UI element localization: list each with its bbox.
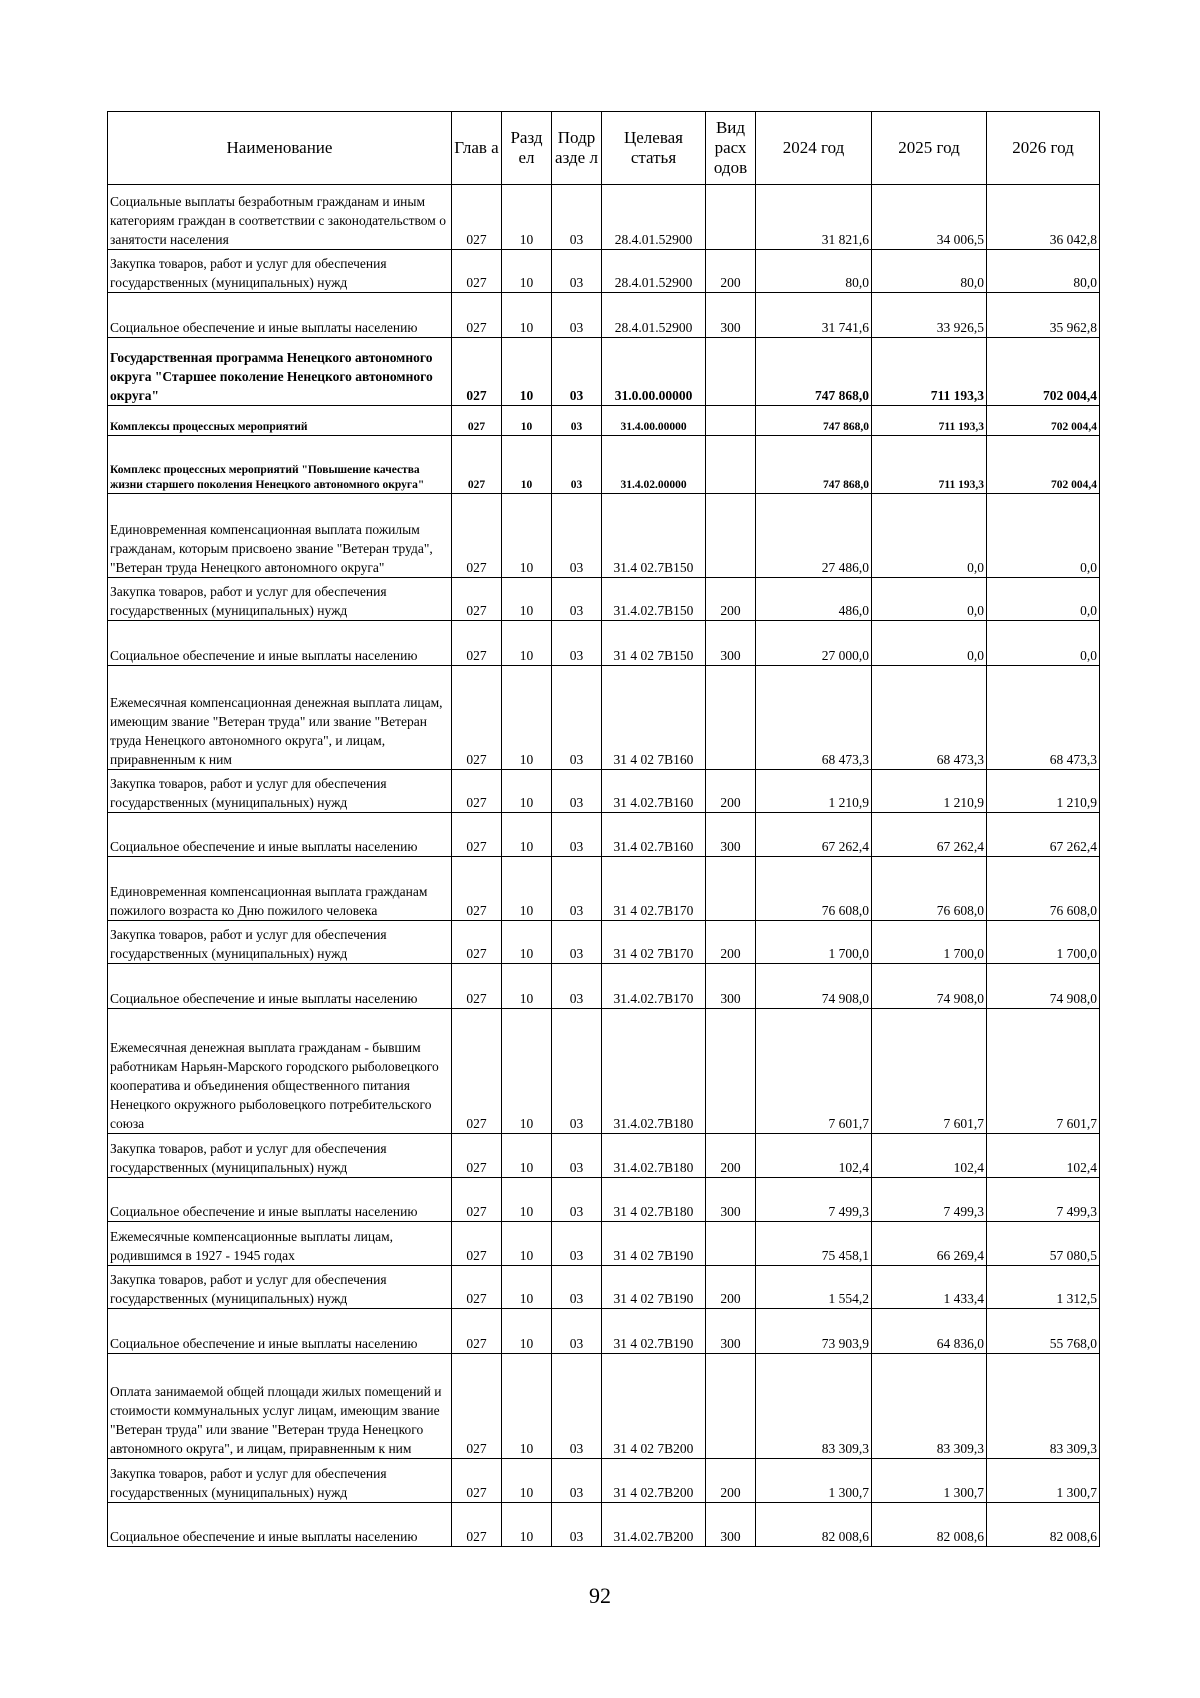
- row-name: Закупка товаров, работ и услуг для обеспечения государственных (муниципальных) нужд: [108, 770, 452, 813]
- row-2024: 1 300,7: [756, 1459, 872, 1503]
- row-2024: 747 868,0: [756, 406, 872, 436]
- row-2026: 1 300,7: [987, 1459, 1100, 1503]
- row-glava: 027: [452, 921, 502, 964]
- row-name: Закупка товаров, работ и услуг для обеспечения государственных (муниципальных) нужд: [108, 1459, 452, 1503]
- row-vid: [706, 1354, 756, 1459]
- row-name: Ежемесячная компенсационная денежная выплата лицам, имеющим звание "Ветеран труда" или звание "Ветеран труда Ненецкого автономного округа", и лицам, приравненным к ним: [108, 666, 452, 770]
- row-target: 28.4.01.52900: [602, 250, 706, 293]
- row-2026: 0,0: [987, 578, 1100, 621]
- row-2024: 75 458,1: [756, 1222, 872, 1266]
- row-podrazdel: 03: [552, 1178, 602, 1222]
- page-number: 92: [589, 1583, 611, 1608]
- row-2025: 0,0: [872, 578, 987, 621]
- row-vid: 300: [706, 293, 756, 338]
- row-target: 31 4 02.7В200: [602, 1459, 706, 1503]
- row-2024: 1 554,2: [756, 1266, 872, 1309]
- row-razdel: 10: [502, 578, 552, 621]
- row-target: 31 4 02.7В190: [602, 1309, 706, 1354]
- row-2024: 102,4: [756, 1134, 872, 1178]
- header-glava: Глав а: [452, 112, 502, 185]
- row-podrazdel: 03: [552, 1309, 602, 1354]
- row-name: Государственная программа Ненецкого автономного округа "Старшее поколение Ненецкого автономного округа": [108, 338, 452, 406]
- row-glava: 027: [452, 964, 502, 1009]
- header-razdel: Разд ел: [502, 112, 552, 185]
- table-row-subprogram: [108, 436, 1100, 494]
- row-target: 31 4 02 7В150: [602, 621, 706, 666]
- table-row: [108, 621, 1100, 666]
- row-glava: 027: [452, 1459, 502, 1503]
- row-vid: [706, 1009, 756, 1134]
- row-2024: 747 868,0: [756, 338, 872, 406]
- row-target: 31.4.02.7В180: [602, 1134, 706, 1178]
- header-vid: Вид расх одов: [706, 112, 756, 185]
- row-target: 31.0.00.00000: [602, 338, 706, 406]
- row-2024: 68 473,3: [756, 666, 872, 770]
- row-name: Оплата занимаемой общей площади жилых помещений и стоимости коммунальных услуг лицам, имеющим звание "Ветеран труда" или звание "Ветеран труда Ненецкого автономного округа", и лицам, приравненным к ним: [108, 1354, 452, 1459]
- row-vid: [706, 406, 756, 436]
- row-2025: 711 193,3: [872, 338, 987, 406]
- row-razdel: 10: [502, 293, 552, 338]
- row-vid: [706, 1222, 756, 1266]
- row-glava: 027: [452, 185, 502, 250]
- row-razdel: 10: [502, 964, 552, 1009]
- row-razdel: 10: [502, 1178, 552, 1222]
- row-razdel: 10: [502, 436, 552, 494]
- row-2025: 83 309,3: [872, 1354, 987, 1459]
- row-razdel: 10: [502, 1309, 552, 1354]
- row-2025: 1 210,9: [872, 770, 987, 813]
- row-2026: 68 473,3: [987, 666, 1100, 770]
- header-name: Наименование: [108, 112, 452, 185]
- row-target: 31 4.02.7В160: [602, 770, 706, 813]
- row-target: 31.4.02.7В180: [602, 1009, 706, 1134]
- row-target: 28.4.01.52900: [602, 293, 706, 338]
- row-glava: 027: [452, 621, 502, 666]
- row-2025: 1 300,7: [872, 1459, 987, 1503]
- row-podrazdel: 03: [552, 1222, 602, 1266]
- row-2026: 36 042,8: [987, 185, 1100, 250]
- row-glava: 027: [452, 406, 502, 436]
- row-2026: 82 008,6: [987, 1503, 1100, 1547]
- row-2024: 67 262,4: [756, 813, 872, 857]
- row-podrazdel: 03: [552, 250, 602, 293]
- row-vid: [706, 436, 756, 494]
- row-razdel: 10: [502, 621, 552, 666]
- row-razdel: 10: [502, 406, 552, 436]
- table-row: [108, 494, 1100, 578]
- row-target: 31.4.00.00000: [602, 406, 706, 436]
- row-target: 31.4 02.7В150: [602, 494, 706, 578]
- row-vid: 200: [706, 770, 756, 813]
- row-2024: 76 608,0: [756, 857, 872, 921]
- row-2025: 34 006,5: [872, 185, 987, 250]
- row-glava: 027: [452, 1309, 502, 1354]
- row-podrazdel: 03: [552, 813, 602, 857]
- row-name: Социальное обеспечение и иные выплаты населению: [108, 1178, 452, 1222]
- row-name: Ежемесячные компенсационные выплаты лицам, родившимся в 1927 - 1945 годах: [108, 1222, 452, 1266]
- row-glava: 027: [452, 1266, 502, 1309]
- row-glava: 027: [452, 666, 502, 770]
- table-row: [108, 1309, 1100, 1354]
- row-glava: 027: [452, 813, 502, 857]
- row-2026: 76 608,0: [987, 857, 1100, 921]
- row-target: 31.4.02.7В170: [602, 964, 706, 1009]
- row-2024: 747 868,0: [756, 436, 872, 494]
- row-2026: 102,4: [987, 1134, 1100, 1178]
- row-vid: 200: [706, 578, 756, 621]
- table-row: [108, 1222, 1100, 1266]
- row-razdel: 10: [502, 1503, 552, 1547]
- table-row-subprogram: [108, 406, 1100, 436]
- row-glava: 027: [452, 1354, 502, 1459]
- row-name: Социальное обеспечение и иные выплаты населению: [108, 621, 452, 666]
- row-target: 31 4 02 7В200: [602, 1354, 706, 1459]
- row-podrazdel: 03: [552, 770, 602, 813]
- row-target: 31.4.02.00000: [602, 436, 706, 494]
- header-2025: 2025 год: [872, 112, 987, 185]
- row-glava: 027: [452, 857, 502, 921]
- row-razdel: 10: [502, 1134, 552, 1178]
- row-2026: 7 499,3: [987, 1178, 1100, 1222]
- table-row: [108, 857, 1100, 921]
- row-vid: 200: [706, 921, 756, 964]
- row-podrazdel: 03: [552, 1009, 602, 1134]
- row-2025: 74 908,0: [872, 964, 987, 1009]
- row-podrazdel: 03: [552, 1266, 602, 1309]
- row-razdel: 10: [502, 1222, 552, 1266]
- row-vid: [706, 857, 756, 921]
- row-2025: 67 262,4: [872, 813, 987, 857]
- row-2024: 73 903,9: [756, 1309, 872, 1354]
- row-2026: 702 004,4: [987, 338, 1100, 406]
- row-2026: 83 309,3: [987, 1354, 1100, 1459]
- row-podrazdel: 03: [552, 406, 602, 436]
- row-vid: 200: [706, 250, 756, 293]
- row-2025: 0,0: [872, 621, 987, 666]
- table-row: [108, 185, 1100, 250]
- row-2025: 102,4: [872, 1134, 987, 1178]
- table-row: [108, 1266, 1100, 1309]
- row-podrazdel: 03: [552, 1354, 602, 1459]
- table-row: [108, 1354, 1100, 1459]
- row-target: 31.4.02.7В150: [602, 578, 706, 621]
- row-target: 28.4.01.52900: [602, 185, 706, 250]
- row-target: 31 4 02.7В180: [602, 1178, 706, 1222]
- row-vid: [706, 338, 756, 406]
- row-name: Социальное обеспечение и иные выплаты населению: [108, 813, 452, 857]
- row-glava: 027: [452, 1009, 502, 1134]
- row-podrazdel: 03: [552, 1134, 602, 1178]
- row-vid: 300: [706, 1309, 756, 1354]
- row-glava: 027: [452, 1503, 502, 1547]
- row-glava: 027: [452, 578, 502, 621]
- row-2025: 711 193,3: [872, 436, 987, 494]
- row-glava: 027: [452, 250, 502, 293]
- row-vid: 300: [706, 1178, 756, 1222]
- row-razdel: 10: [502, 857, 552, 921]
- row-2026: 0,0: [987, 621, 1100, 666]
- row-2024: 80,0: [756, 250, 872, 293]
- row-razdel: 10: [502, 338, 552, 406]
- row-name: Социальное обеспечение и иные выплаты населению: [108, 293, 452, 338]
- row-2024: 27 000,0: [756, 621, 872, 666]
- row-2026: 74 908,0: [987, 964, 1100, 1009]
- row-2026: 1 312,5: [987, 1266, 1100, 1309]
- row-target: 31 4 02 7В190: [602, 1222, 706, 1266]
- row-2024: 7 499,3: [756, 1178, 872, 1222]
- row-name: Единовременная компенсационная выплата гражданам пожилого возраста ко Дню пожилого человека: [108, 857, 452, 921]
- row-glava: 027: [452, 770, 502, 813]
- row-2024: 82 008,6: [756, 1503, 872, 1547]
- row-2024: 74 908,0: [756, 964, 872, 1009]
- budget-table: [107, 111, 1100, 1547]
- row-name: Единовременная компенсационная выплата пожилым гражданам, которым присвоено звание "Ветеран труда", "Ветеран труда Ненецкого автономного округа": [108, 494, 452, 578]
- row-podrazdel: 03: [552, 1459, 602, 1503]
- row-razdel: 10: [502, 921, 552, 964]
- row-target: 31 4 02 7В190: [602, 1266, 706, 1309]
- row-vid: [706, 185, 756, 250]
- row-razdel: 10: [502, 813, 552, 857]
- table-header-row: [108, 112, 1100, 185]
- row-razdel: 10: [502, 494, 552, 578]
- row-2025: 0,0: [872, 494, 987, 578]
- row-podrazdel: 03: [552, 666, 602, 770]
- table-row: [108, 293, 1100, 338]
- row-vid: 300: [706, 1503, 756, 1547]
- row-target: 31 4 02 7В170: [602, 921, 706, 964]
- row-vid: 300: [706, 964, 756, 1009]
- row-podrazdel: 03: [552, 185, 602, 250]
- row-name: Комплекс процессных мероприятий "Повышение качества жизни старшего поколения Ненецкого автономного округа": [108, 436, 452, 494]
- row-glava: 027: [452, 1222, 502, 1266]
- row-2025: 82 008,6: [872, 1503, 987, 1547]
- row-2024: 27 486,0: [756, 494, 872, 578]
- row-podrazdel: 03: [552, 857, 602, 921]
- row-2025: 7 499,3: [872, 1178, 987, 1222]
- row-name: Закупка товаров, работ и услуг для обеспечения государственных (муниципальных) нужд: [108, 250, 452, 293]
- row-name: Закупка товаров, работ и услуг для обеспечения государственных (муниципальных) нужд: [108, 921, 452, 964]
- table-row-program: [108, 338, 1100, 406]
- row-name: Социальное обеспечение и иные выплаты населению: [108, 964, 452, 1009]
- row-2024: 1 700,0: [756, 921, 872, 964]
- row-2026: 0,0: [987, 494, 1100, 578]
- row-2026: 702 004,4: [987, 436, 1100, 494]
- row-glava: 027: [452, 1134, 502, 1178]
- table-row: [108, 1503, 1100, 1547]
- row-2026: 57 080,5: [987, 1222, 1100, 1266]
- table-body: [108, 185, 1100, 1547]
- row-glava: 027: [452, 494, 502, 578]
- row-razdel: 10: [502, 185, 552, 250]
- row-2025: 711 193,3: [872, 406, 987, 436]
- row-2026: 80,0: [987, 250, 1100, 293]
- table-row: [108, 1178, 1100, 1222]
- row-vid: 200: [706, 1459, 756, 1503]
- table-row: [108, 921, 1100, 964]
- row-podrazdel: 03: [552, 494, 602, 578]
- row-razdel: 10: [502, 1459, 552, 1503]
- header-podrazdel: Подр азде л: [552, 112, 602, 185]
- row-name: Закупка товаров, работ и услуг для обеспечения государственных (муниципальных) нужд: [108, 1134, 452, 1178]
- row-2025: 66 269,4: [872, 1222, 987, 1266]
- row-2026: 7 601,7: [987, 1009, 1100, 1134]
- row-2024: 1 210,9: [756, 770, 872, 813]
- row-2026: 702 004,4: [987, 406, 1100, 436]
- table-row: [108, 1459, 1100, 1503]
- row-vid: 200: [706, 1134, 756, 1178]
- row-target: 31 4 02.7В170: [602, 857, 706, 921]
- row-glava: 027: [452, 338, 502, 406]
- table-row: [108, 1134, 1100, 1178]
- row-podrazdel: 03: [552, 964, 602, 1009]
- row-2025: 33 926,5: [872, 293, 987, 338]
- row-podrazdel: 03: [552, 436, 602, 494]
- row-2024: 31 741,6: [756, 293, 872, 338]
- header-2024: 2024 год: [756, 112, 872, 185]
- row-razdel: 10: [502, 1009, 552, 1134]
- row-name: Социальное обеспечение и иные выплаты населению: [108, 1309, 452, 1354]
- row-vid: [706, 494, 756, 578]
- row-vid: 200: [706, 1266, 756, 1309]
- row-podrazdel: 03: [552, 921, 602, 964]
- row-2026: 1 700,0: [987, 921, 1100, 964]
- row-2025: 68 473,3: [872, 666, 987, 770]
- row-razdel: 10: [502, 666, 552, 770]
- table-row: [108, 250, 1100, 293]
- row-name: Социальное обеспечение и иные выплаты населению: [108, 1503, 452, 1547]
- row-2025: 7 601,7: [872, 1009, 987, 1134]
- row-2025: 80,0: [872, 250, 987, 293]
- row-2025: 1 433,4: [872, 1266, 987, 1309]
- row-vid: [706, 666, 756, 770]
- row-2026: 35 962,8: [987, 293, 1100, 338]
- row-2026: 67 262,4: [987, 813, 1100, 857]
- row-target: 31.4.02.7В200: [602, 1503, 706, 1547]
- row-2024: 486,0: [756, 578, 872, 621]
- row-name: Закупка товаров, работ и услуг для обеспечения государственных (муниципальных) нужд: [108, 578, 452, 621]
- table-row: [108, 964, 1100, 1009]
- row-target: 31 4 02 7В160: [602, 666, 706, 770]
- row-glava: 027: [452, 1178, 502, 1222]
- row-glava: 027: [452, 293, 502, 338]
- row-target: 31.4 02.7В160: [602, 813, 706, 857]
- row-2024: 7 601,7: [756, 1009, 872, 1134]
- table-row: [108, 578, 1100, 621]
- row-glava: 027: [452, 436, 502, 494]
- row-name: Ежемесячная денежная выплата гражданам - бывшим работникам Нарьян-Марского городского рыболовецкого кооператива и объединения общественного питания Ненецкого окружного рыболовецкого потребительского союза: [108, 1009, 452, 1134]
- row-2026: 55 768,0: [987, 1309, 1100, 1354]
- row-name: Комплексы процессных мероприятий: [108, 406, 452, 436]
- table-row: [108, 813, 1100, 857]
- row-2025: 64 836,0: [872, 1309, 987, 1354]
- row-2024: 31 821,6: [756, 185, 872, 250]
- row-2025: 76 608,0: [872, 857, 987, 921]
- header-2026: 2026 год: [987, 112, 1100, 185]
- row-razdel: 10: [502, 1266, 552, 1309]
- row-name: Закупка товаров, работ и услуг для обеспечения государственных (муниципальных) нужд: [108, 1266, 452, 1309]
- row-2025: 1 700,0: [872, 921, 987, 964]
- row-podrazdel: 03: [552, 293, 602, 338]
- header-target: Целевая статья: [602, 112, 706, 185]
- row-razdel: 10: [502, 1354, 552, 1459]
- row-razdel: 10: [502, 770, 552, 813]
- table-row: [108, 666, 1100, 770]
- row-2024: 83 309,3: [756, 1354, 872, 1459]
- row-podrazdel: 03: [552, 338, 602, 406]
- table-row: [108, 1009, 1100, 1134]
- row-vid: 300: [706, 813, 756, 857]
- row-name: Социальные выплаты безработным гражданам и иным категориям граждан в соответствии с законодательством о занятости населения: [108, 185, 452, 250]
- row-2026: 1 210,9: [987, 770, 1100, 813]
- row-podrazdel: 03: [552, 578, 602, 621]
- row-podrazdel: 03: [552, 621, 602, 666]
- table-row: [108, 770, 1100, 813]
- row-vid: 300: [706, 621, 756, 666]
- row-razdel: 10: [502, 250, 552, 293]
- row-podrazdel: 03: [552, 1503, 602, 1547]
